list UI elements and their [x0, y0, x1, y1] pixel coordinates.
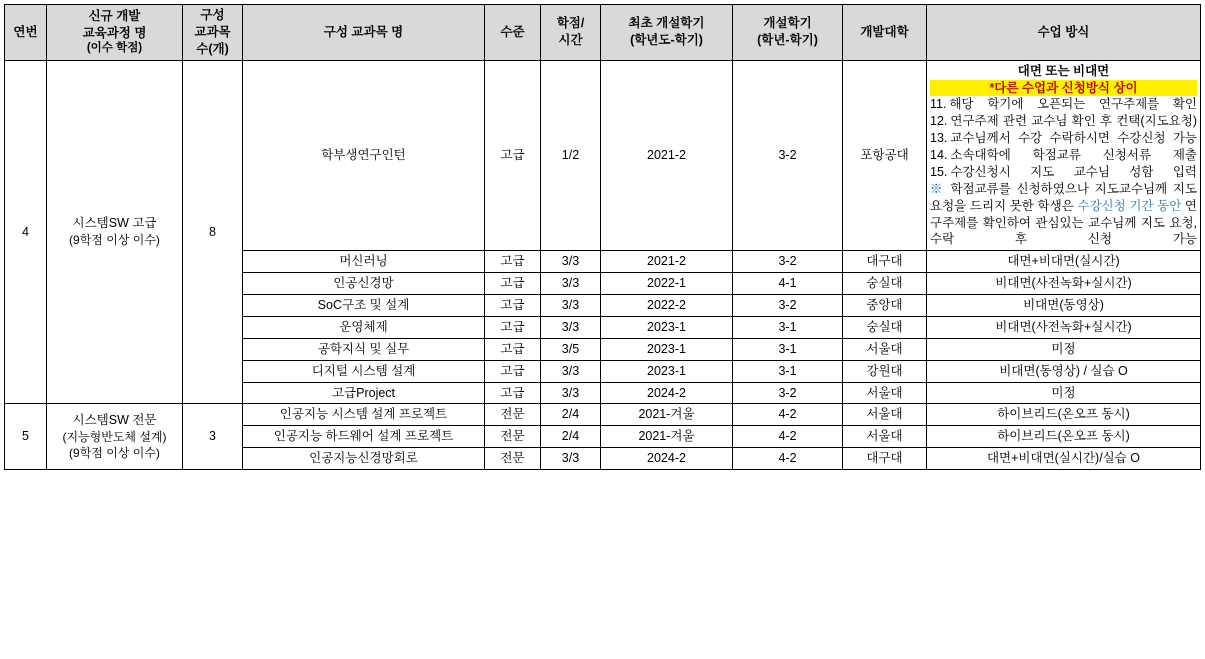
table-row — [5, 60, 1201, 251]
subject-first-open: 2021-2 — [601, 251, 733, 273]
subject-first-open: 2023-1 — [601, 360, 733, 382]
subject-first-open: 2023-1 — [601, 316, 733, 338]
subject-open-term: 4-2 — [733, 448, 843, 470]
subject-first-open: 2023-1 — [601, 338, 733, 360]
group-count-4: 8 — [183, 60, 243, 404]
subject-credit: 2/4 — [541, 426, 601, 448]
subject-level: 전문 — [485, 448, 541, 470]
subject-method: 미정 — [927, 338, 1201, 360]
subject-first-open: 2024-2 — [601, 448, 733, 470]
subject-credit: 3/3 — [541, 251, 601, 273]
subject-method: 하이브리드(온오프 동시) — [927, 404, 1201, 426]
subject-method: 비대면(동영상) — [927, 295, 1201, 317]
subject-open-term: 3-2 — [733, 251, 843, 273]
table-header-row — [5, 5, 1201, 61]
subject-name: 디지털 시스템 설계 — [243, 360, 485, 382]
subject-university: 대구대 — [843, 448, 927, 470]
group-program-4 — [47, 60, 183, 404]
subject-university: 숭실대 — [843, 316, 927, 338]
subject-open-term: 4-2 — [733, 404, 843, 426]
subject-method: 대면+비대면(실시간) — [927, 251, 1201, 273]
subject-level: 고급 — [485, 251, 541, 273]
subject-credit: 3/3 — [541, 316, 601, 338]
list-item: 12. 연구주제 관련 교수님 확인 후 컨택(지도요청) — [930, 114, 1197, 129]
subject-open-term: 3-1 — [733, 338, 843, 360]
subject-first-open: 2022-1 — [601, 273, 733, 295]
subject-method: 미정 — [927, 382, 1201, 404]
subject-university: 서울대 — [843, 426, 927, 448]
subject-credit: 3/3 — [541, 360, 601, 382]
table-body — [5, 60, 1201, 469]
program-credit-note: (9학점 이상 이수) — [69, 446, 160, 461]
subject-name: 인공지능신경망회로 — [243, 448, 485, 470]
subject-credit: 3/3 — [541, 295, 601, 317]
program-credit-note: (9학점 이상 이수) — [69, 233, 160, 248]
subject-university: 대구대 — [843, 251, 927, 273]
subject-level: 고급 — [485, 360, 541, 382]
program-field-note: (지능형반도체 설계) — [62, 429, 167, 444]
subject-name: 인공지능 하드웨어 설계 프로젝트 — [243, 426, 485, 448]
subject-first-open: 2024-2 — [601, 382, 733, 404]
subject-level: 전문 — [485, 404, 541, 426]
header-first-open: 최초 개설학기 (학년도-학기) — [601, 5, 733, 61]
subject-university: 서울대 — [843, 404, 927, 426]
subject-open-term: 3-2 — [733, 295, 843, 317]
subject-method: 하이브리드(온오프 동시) — [927, 426, 1201, 448]
subject-name: 학부생연구인턴 — [243, 60, 485, 251]
program-name: 시스템SW 전문 — [72, 413, 157, 428]
subject-open-term: 3-2 — [733, 382, 843, 404]
subject-first-open: 2021-겨울 — [601, 426, 733, 448]
subject-level: 고급 — [485, 316, 541, 338]
list-item: 14. 소속대학에 학점교류 신청서류 제출 — [930, 148, 1197, 162]
subject-credit: 1/2 — [541, 60, 601, 251]
method-notes-cell — [927, 60, 1201, 251]
method-steps-list — [930, 96, 1197, 180]
subject-method: 비대면(사전녹화+실시간) — [927, 316, 1201, 338]
subject-level: 고급 — [485, 382, 541, 404]
table-header — [5, 5, 1201, 61]
header-program: 신규 개발 교육과정 명 (이수 학점) — [47, 5, 183, 61]
subject-name: 인공지능 시스템 설계 프로젝트 — [243, 404, 485, 426]
subject-university: 숭실대 — [843, 273, 927, 295]
subject-credit: 2/4 — [541, 404, 601, 426]
header-level: 수준 — [485, 5, 541, 61]
subject-method: 비대면(동영상) / 실습 O — [927, 360, 1201, 382]
header-no: 연번 — [5, 5, 47, 61]
header-count: 구성 교과목 수(개) — [183, 5, 243, 61]
header-credit: 학점/ 시간 — [541, 5, 601, 61]
header-open-term: 개설학기 (학년-학기) — [733, 5, 843, 61]
group-no-5: 5 — [5, 404, 47, 470]
header-subject: 구성 교과목 명 — [243, 5, 485, 61]
subject-level: 고급 — [485, 295, 541, 317]
subject-university: 서울대 — [843, 382, 927, 404]
subject-method: 비대면(사전녹화+실시간) — [927, 273, 1201, 295]
subject-credit: 3/3 — [541, 273, 601, 295]
list-item: 15. 수강신청시 지도 교수님 성함 입력 — [930, 164, 1197, 179]
subject-credit: 3/3 — [541, 448, 601, 470]
list-item: 11. 해당 학기에 오픈되는 연구주제를 확인 — [930, 97, 1197, 112]
subject-level: 고급 — [485, 273, 541, 295]
subject-name: 운영체제 — [243, 316, 485, 338]
note-text-highlight: 수강신청 기간 동안 — [1077, 198, 1182, 213]
note-star-icon: ※ — [930, 181, 945, 196]
subject-open-term: 4-2 — [733, 426, 843, 448]
subject-university: 중앙대 — [843, 295, 927, 317]
subject-credit: 3/3 — [541, 382, 601, 404]
group-no-4: 4 — [5, 60, 47, 404]
header-method: 수업 방식 — [927, 5, 1201, 61]
subject-open-term: 3-1 — [733, 316, 843, 338]
program-name: 시스템SW 고급 — [72, 216, 157, 231]
method-footnote — [930, 181, 1197, 249]
subject-level: 전문 — [485, 426, 541, 448]
subject-name: 인공신경망 — [243, 273, 485, 295]
subject-first-open: 2022-2 — [601, 295, 733, 317]
note-text-pre: 학점교류를 신청하였으나 지도교수님께 지도 요청을 드리지 못한 학생은 — [930, 181, 1197, 213]
curriculum-table — [4, 4, 1201, 470]
method-notes-warning: *다른 수업과 신청방식 상이 — [930, 80, 1197, 97]
subject-credit: 3/5 — [541, 338, 601, 360]
subject-first-open: 2021-2 — [601, 60, 733, 251]
subject-name: 공학지식 및 실무 — [243, 338, 485, 360]
subject-method: 대면+비대면(실시간)/실습 O — [927, 448, 1201, 470]
group-program-5 — [47, 404, 183, 470]
subject-open-term: 3-1 — [733, 360, 843, 382]
subject-level: 고급 — [485, 338, 541, 360]
subject-university: 강원대 — [843, 360, 927, 382]
table-row — [5, 404, 1201, 426]
group-count-5: 3 — [183, 404, 243, 470]
subject-first-open: 2021-겨울 — [601, 404, 733, 426]
header-university: 개발대학 — [843, 5, 927, 61]
subject-university: 서울대 — [843, 338, 927, 360]
subject-open-term: 4-1 — [733, 273, 843, 295]
subject-open-term: 3-2 — [733, 60, 843, 251]
subject-name: 머신러닝 — [243, 251, 485, 273]
subject-university: 포항공대 — [843, 60, 927, 251]
subject-name: SoC구조 및 설계 — [243, 295, 485, 317]
subject-level: 고급 — [485, 60, 541, 251]
note-text-post: 연구주제를 확인하여 관심있는 교수님께 지도 요청, 수락 후 신청 가능 — [930, 198, 1197, 247]
list-item: 13. 교수님께서 수강 수락하시면 수강신청 가능 — [930, 131, 1197, 146]
subject-name: 고급Project — [243, 382, 485, 404]
method-notes-title: 대면 또는 비대면 — [1017, 63, 1110, 78]
